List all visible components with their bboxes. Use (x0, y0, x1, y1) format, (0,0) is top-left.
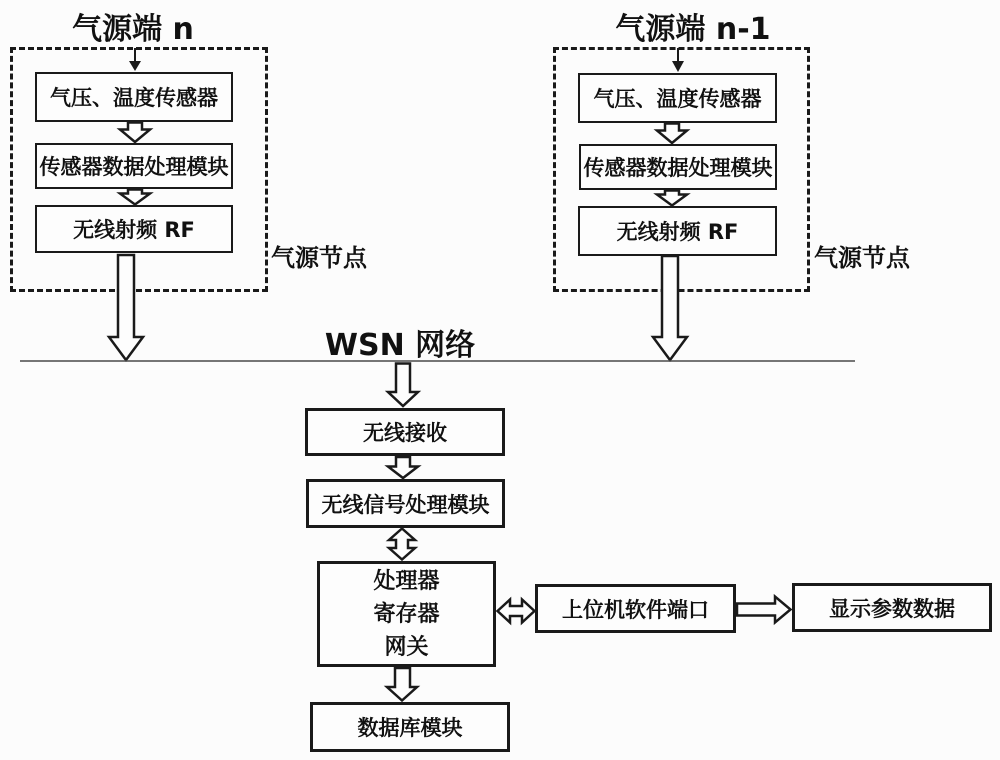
group-n-rf-box (35, 205, 233, 253)
processor-gateway-box (317, 561, 496, 667)
host-port-label: 上位机软件端口 (562, 597, 709, 622)
wireless-receive-label: 无线接收 (363, 421, 447, 445)
group-n-rf-label: 无线射频 RF (73, 218, 195, 242)
processor-line: 处理器 (373, 568, 440, 594)
group-n1-rf-box (578, 206, 777, 256)
group-n-data-processing-label: 传感器数据处理模块 (39, 155, 229, 179)
group-n1-node-label: 气源节点 (814, 244, 910, 272)
display-data-label: 显示参数数据 (829, 596, 955, 621)
group-n1-sensor-label: 气压、温度传感器 (593, 87, 762, 111)
group-n-sensor-box (35, 72, 233, 122)
group-n-arrow-sensor-to-processing (120, 123, 150, 143)
host-port-box (535, 584, 736, 633)
group-n1-sensor-box (578, 73, 777, 123)
group-n1-data-processing-label: 传感器数据处理模块 (583, 156, 773, 180)
group-n1-arrow-sensor-to-processing (657, 124, 687, 144)
group-n1-title-arrow (672, 48, 684, 72)
signal-processing-box (306, 479, 505, 528)
group-n-arrow-processing-to-rf (120, 190, 150, 205)
group-n1-rf-label: 无线射频 RF (616, 220, 739, 244)
wsn-network-label: WSN 网络 (324, 328, 476, 363)
group-n1-arrow-processing-to-rf (657, 191, 687, 206)
wireless-receive-box (305, 408, 505, 456)
register-line: 寄存器 (373, 601, 440, 627)
group-n-title: 气源端 n (72, 12, 194, 47)
arrow-processor-host-bidirectional (498, 600, 535, 623)
database-label: 数据库模块 (357, 716, 463, 740)
group-n-node-label: 气源节点 (271, 244, 367, 272)
group-n-title-arrow (129, 48, 141, 71)
arrow-signal-processor-bidirectional (389, 529, 415, 560)
signal-processing-label: 无线信号处理模块 (321, 492, 490, 517)
group-n-data-processing-box (35, 143, 233, 189)
arrow-processor-to-database (387, 668, 417, 701)
group-n1-title: 气源端 n-1 (615, 12, 771, 47)
arrow-host-to-display (737, 597, 791, 623)
arrow-receive-to-signal (388, 457, 418, 478)
group-n-arrow-rf-to-network (109, 255, 143, 360)
display-data-box (792, 583, 992, 632)
group-n1-arrow-rf-to-network (653, 256, 687, 360)
arrow-network-to-receive (388, 364, 418, 407)
group-n1-data-processing-box (579, 144, 777, 190)
database-box (310, 702, 510, 752)
gateway-line: 网关 (384, 634, 429, 660)
group-n-sensor-label: 气压、温度传感器 (50, 86, 218, 110)
